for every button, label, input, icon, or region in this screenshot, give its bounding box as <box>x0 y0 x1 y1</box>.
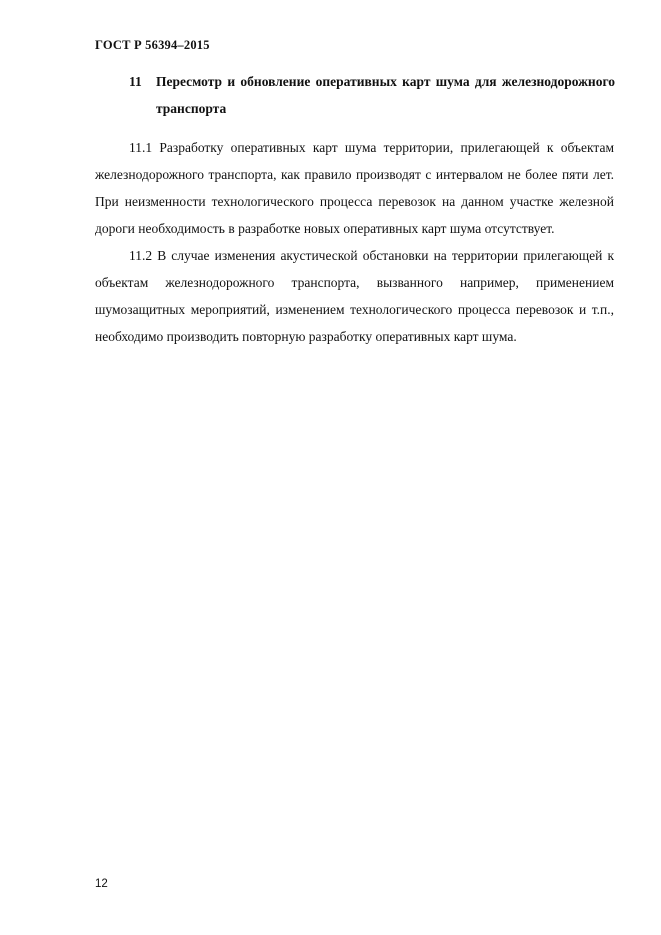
paragraph-11-2: 11.2 В случае изменения акустической обстановки на территории прилегающей к объектам железнодорожного транспорта, вызванного например, применением шумозащитных мероприятий, изменением технологического процесса перевозок и т.п., необходимо производить повторную разработку оперативных карт шума. <box>95 248 614 344</box>
page-number: 12 <box>95 878 108 890</box>
body-text <box>95 134 614 350</box>
section-heading <box>129 68 615 122</box>
document-code: ГОСТ Р 56394–2015 <box>95 38 210 52</box>
paragraph-11-1: 11.1 Разработку оперативных карт шума территории, прилегающей к объектам железнодорожного транспорта, как правило производят с интервалом не более пяти лет. При неизменности технологического процесса перевозок на данном участке железной дороги необходимость в разработке новых оперативных карт шума отсутствует. <box>95 140 614 236</box>
section-title: Пересмотр и обновление оперативных карт шума для железнодорожного транспорта <box>156 74 615 116</box>
section-number: 11 <box>129 74 142 89</box>
